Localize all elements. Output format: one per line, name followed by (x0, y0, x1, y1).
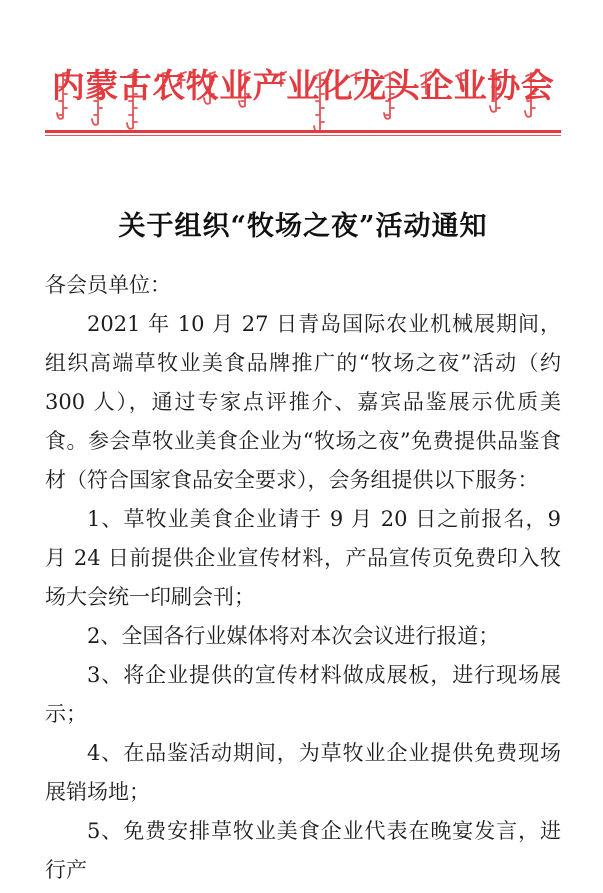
mongolian-word (351, 72, 361, 84)
notice-body (45, 210, 561, 890)
salutation: 各会员单位： (45, 273, 171, 297)
document-page (0, 64, 603, 893)
mongolian-word (204, 72, 215, 104)
notice-title: 关于组织“牧场之夜”活动通知 (118, 211, 488, 242)
mongolian-word (92, 72, 103, 125)
mongolian-word (421, 72, 431, 94)
mongolian-word (57, 72, 68, 119)
notice-text (45, 266, 561, 890)
org-name: 内蒙古农牧业产业化龙头企业协会 (51, 66, 555, 105)
notice-paragraph: 5、免费安排草牧业美食企业代表在晚宴发言，进行产 (45, 819, 561, 882)
mongolian-word (158, 72, 168, 83)
mongolian-word (276, 72, 286, 86)
divider-thin-line (45, 135, 561, 136)
notice-paragraph: 4、在品鉴活动期间，为草牧业企业提供免费现场展销场地； (45, 741, 561, 804)
mongolian-word (127, 72, 138, 129)
mongolian-word (384, 72, 395, 119)
notice-paragraph: 1、草牧业美食企业请于 9 月 20 日之前报名，9 月 24 日前提供企业宣传材料，产品宣传页免费印入牧场大会统一印刷会刊； (45, 507, 561, 609)
mongolian-word (314, 72, 325, 132)
mongolian-word (456, 72, 466, 89)
paragraph-list (45, 305, 561, 890)
notice-paragraph: 2、全国各行业媒体将对本次会议进行报道； (87, 624, 500, 648)
mongolian-word (525, 72, 536, 117)
notice-paragraph: 2021 年 10 月 27 日青岛国际农业机械展期间，组织高端草牧业美食品牌推广的“牧场之夜”活动（约 300 人），通过专家点评推介、嘉宾品鉴展示优质美食。参会草牧业美食企业为“牧场之夜”免费提供品鉴食材（符合国家食品安全要求），会务组提供以下服务： (45, 312, 561, 492)
mongolian-word (239, 72, 250, 107)
letterhead (45, 64, 561, 136)
mongolian-script-banner (0, 71, 603, 137)
notice-paragraph: 3、将企业提供的宣传材料做成展板，进行现场展示； (45, 663, 561, 726)
mongolian-word (490, 72, 501, 112)
mongolian-word (176, 72, 186, 88)
